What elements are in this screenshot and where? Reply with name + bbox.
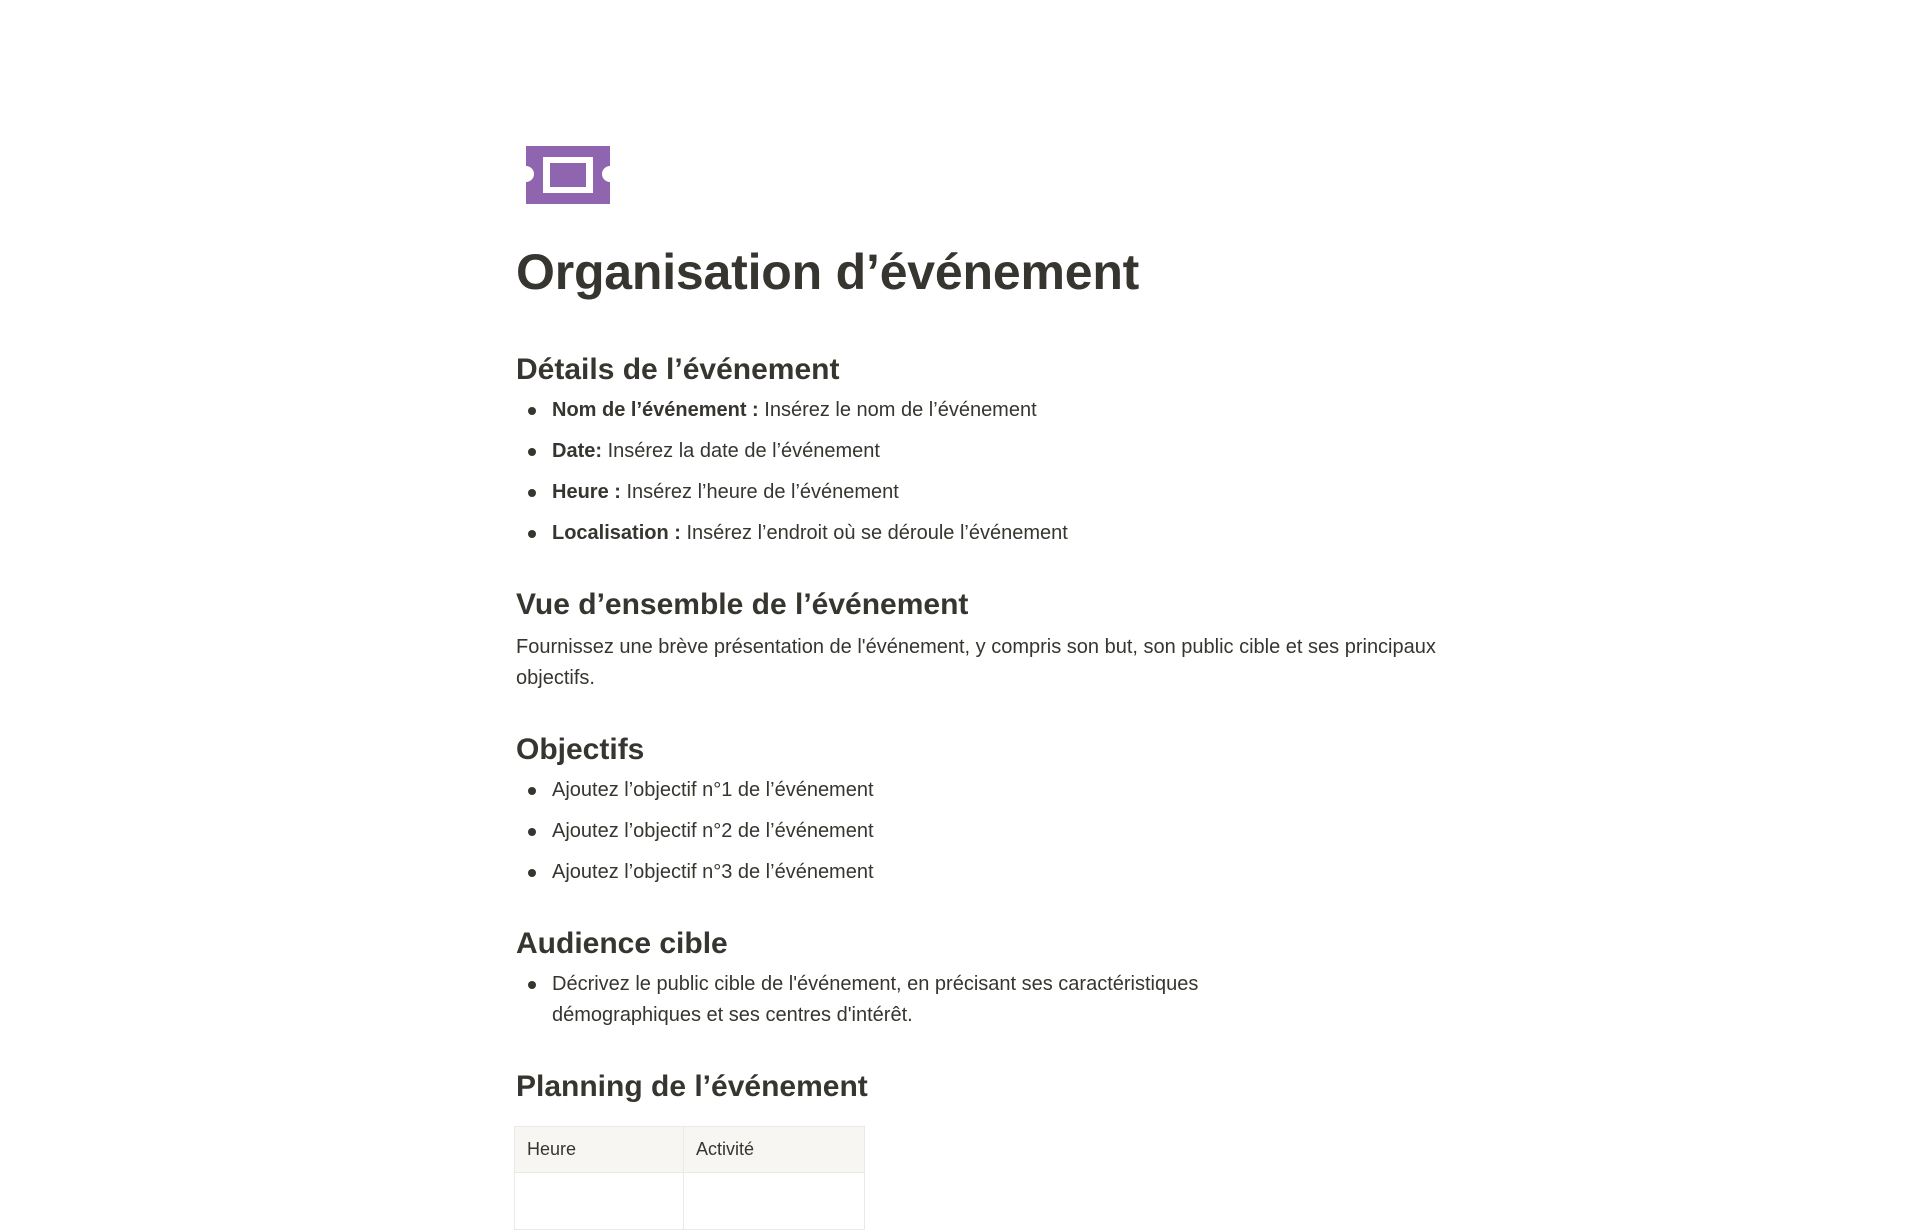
- objective-text: Ajoutez l’objectif n°2 de l’événement: [552, 820, 874, 842]
- field-value: Insérez l’endroit où se déroule l’événement: [680, 522, 1068, 544]
- table-cell-activity[interactable]: [684, 1173, 865, 1230]
- schedule-table: [514, 1126, 865, 1230]
- list-item-event-location[interactable]: [516, 518, 1436, 549]
- overview-text[interactable]: Fournissez une brève présentation de l'événement, y compris son but, son public cible et ses principaux objectifs.: [516, 636, 1436, 689]
- list-item-event-time[interactable]: [516, 477, 1436, 508]
- page-content: [516, 350, 1436, 1230]
- list-item-objective-3[interactable]: [516, 857, 1436, 888]
- bullet-icon: [528, 407, 536, 415]
- heading-objectives[interactable]: Objectifs: [516, 733, 645, 766]
- list-item-event-name[interactable]: [516, 395, 1436, 426]
- bullet-icon: [528, 828, 536, 836]
- list-item-objective-1[interactable]: [516, 775, 1436, 806]
- field-value: Insérez la date de l’événement: [602, 440, 880, 462]
- audience-list: [516, 969, 1306, 1031]
- field-label: Localisation :: [552, 522, 681, 544]
- objective-text: Ajoutez l’objectif n°1 de l’événement: [552, 779, 874, 801]
- objectives-list: [516, 775, 1436, 888]
- table-row: [515, 1173, 865, 1230]
- ticket-icon[interactable]: [526, 146, 610, 206]
- audience-text: Décrivez le public cible de l'événement, en précisant ses caractéristiques démographiques et ses centres d'intérêt.: [552, 973, 1199, 1026]
- objective-text: Ajoutez l’objectif n°3 de l’événement: [552, 861, 874, 883]
- column-header-time[interactable]: Heure: [515, 1127, 684, 1173]
- field-value: Insérez l’heure de l’événement: [620, 481, 899, 503]
- page-title[interactable]: Organisation d’événement: [516, 244, 1140, 300]
- heading-event-overview[interactable]: Vue d’ensemble de l’événement: [516, 588, 969, 621]
- event-details-list: [516, 395, 1436, 549]
- bullet-icon: [528, 869, 536, 877]
- field-label: Nom de l’événement :: [552, 399, 759, 421]
- field-value: Insérez le nom de l’événement: [758, 399, 1037, 421]
- field-label: Date:: [552, 440, 603, 462]
- heading-event-schedule[interactable]: Planning de l’événement: [516, 1070, 868, 1103]
- bullet-icon: [528, 489, 536, 497]
- list-item-objective-2[interactable]: [516, 816, 1436, 847]
- table-cell-time[interactable]: [515, 1173, 684, 1230]
- field-label: Heure :: [552, 481, 621, 503]
- bullet-icon: [528, 787, 536, 795]
- list-item-event-date[interactable]: [516, 436, 1436, 467]
- bullet-icon: [528, 981, 536, 989]
- heading-event-details[interactable]: Détails de l’événement: [516, 353, 840, 386]
- list-item-audience[interactable]: [516, 969, 1306, 1031]
- heading-target-audience[interactable]: Audience cible: [516, 927, 728, 960]
- column-header-activity[interactable]: Activité: [684, 1127, 865, 1173]
- bullet-icon: [528, 448, 536, 456]
- table-header-row: [515, 1127, 865, 1173]
- bullet-icon: [528, 530, 536, 538]
